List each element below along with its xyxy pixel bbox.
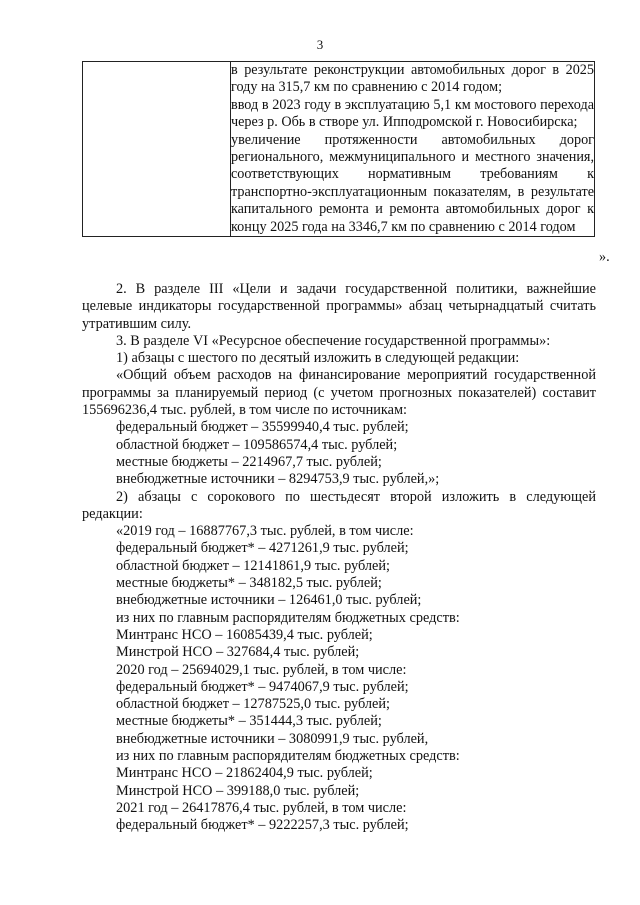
document-body <box>82 281 596 835</box>
paragraph: местные бюджеты* – 351444,3 тыс. рублей; <box>116 713 382 730</box>
paragraph: из них по главным распорядителям бюджетных средств: <box>116 748 460 765</box>
table-paragraph: ввод в 2023 году в эксплуатацию 5,1 км мостового перехода через р. Обь в створе ул. Ипподромской г. Новосибирска; <box>231 96 594 131</box>
table-row <box>83 62 595 237</box>
paragraph: местные бюджеты – 2214967,7 тыс. рублей; <box>116 453 382 470</box>
paragraph: «Общий объем расходов на финансирование мероприятий государственной программы за планируемый период (с учетом прогнозных показателей) составит 155696236,4 тыс. рублей, в том числе по источникам: <box>82 367 596 419</box>
paragraph: 2) абзацы с сорокового по шестьдесят второй изложить в следующей редакции: <box>82 488 596 522</box>
paragraph: федеральный бюджет* – 9222257,3 тыс. рублей; <box>116 817 409 834</box>
paragraph: из них по главным распорядителям бюджетных средств: <box>116 609 460 626</box>
page-number: 3 <box>316 37 324 52</box>
table-right-cell <box>231 62 595 237</box>
paragraph: внебюджетные источники – 8294753,9 тыс. рублей,»; <box>116 471 440 488</box>
paragraph: областной бюджет – 109586574,4 тыс. рублей; <box>116 436 398 453</box>
paragraph: внебюджетные источники – 3080991,9 тыс. рублей, <box>116 730 429 747</box>
paragraph: областной бюджет – 12141861,9 тыс. рублей; <box>116 557 391 574</box>
indicators-table <box>82 61 595 237</box>
paragraph: федеральный бюджет* – 9474067,9 тыс. рублей; <box>116 678 409 695</box>
paragraph: местные бюджеты* – 348182,5 тыс. рублей; <box>116 575 382 592</box>
paragraph: Минтранс НСО – 16085439,4 тыс. рублей; <box>116 626 373 643</box>
table-left-cell <box>83 62 231 237</box>
closing-quote: ». <box>599 249 610 265</box>
paragraph: федеральный бюджет – 35599940,4 тыс. рублей; <box>116 419 409 436</box>
paragraph: Минстрой НСО – 327684,4 тыс. рублей; <box>116 644 360 661</box>
paragraph: 1) абзацы с шестого по десятый изложить в следующей редакции: <box>116 350 520 367</box>
paragraph: 3. В разделе VI «Ресурсное обеспечение государственной программы»: <box>116 332 551 349</box>
table-paragraph: увеличение протяженности автомобильных дорог регионального, межмуниципального и местного значения, соответствующих нормативным требованиям к транспортно-эксплуатационным показателям, в результате капитального ремонта и ремонта автомобильных дорог к концу 2025 года на 3346,7 км по сравнению с 2014 годом <box>231 131 594 235</box>
paragraph: «2019 год – 16887767,3 тыс. рублей, в том числе: <box>116 523 414 540</box>
paragraph: федеральный бюджет* – 4271261,9 тыс. рублей; <box>116 540 409 557</box>
paragraph: Минтранс НСО – 21862404,9 тыс. рублей; <box>116 765 373 782</box>
paragraph: внебюджетные источники – 126461,0 тыс. рублей; <box>116 592 422 609</box>
paragraph: 2021 год – 26417876,4 тыс. рублей, в том числе: <box>116 799 407 816</box>
paragraph: 2. В разделе III «Цели и задачи государственной политики, важнейшие целевые индикаторы государственной программы» абзац четырнадцатый считать утратившим силу. <box>82 281 596 332</box>
paragraph: областной бюджет – 12787525,0 тыс. рублей; <box>116 696 391 713</box>
paragraph: 2020 год – 25694029,1 тыс. рублей, в том числе: <box>116 661 407 678</box>
paragraph: Минстрой НСО – 399188,0 тыс. рублей; <box>116 782 360 799</box>
table-paragraph: в результате реконструкции автомобильных дорог в 2025 году на 315,7 км по сравнению с 2014 годом; <box>231 62 594 96</box>
